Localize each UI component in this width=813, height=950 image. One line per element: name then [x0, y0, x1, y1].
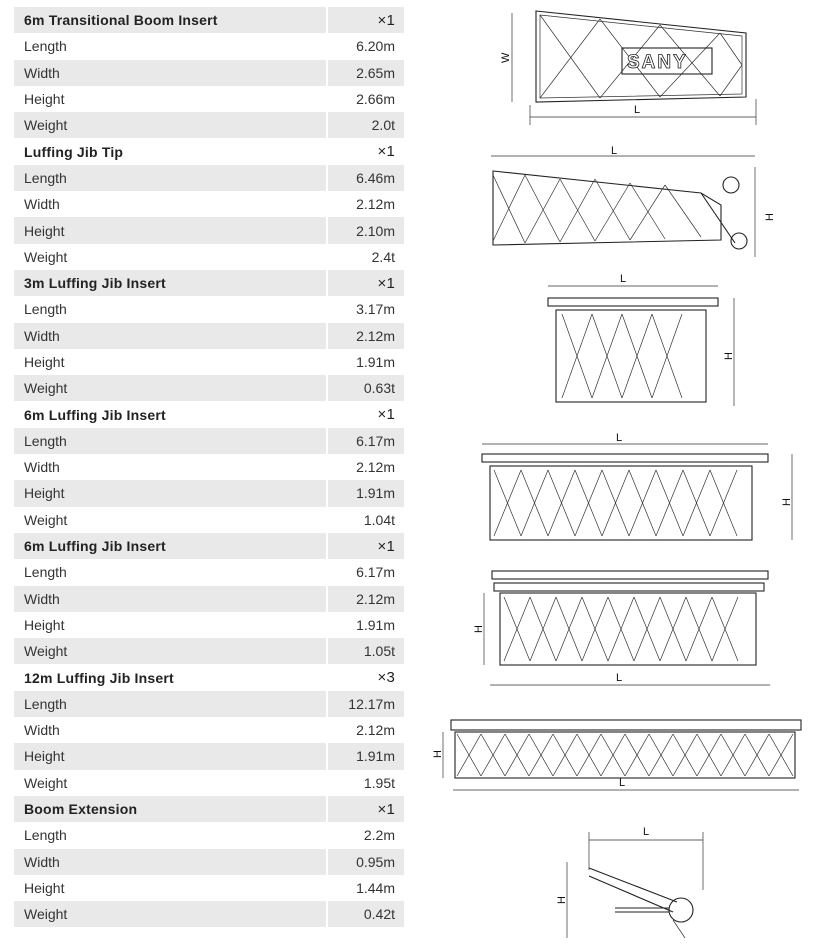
component-title: 12m Luffing Jib Insert [24, 669, 174, 686]
component-quantity: ×1 [326, 533, 404, 559]
spec-label: Length [24, 827, 67, 844]
spec-row [14, 770, 404, 796]
spec-label: Weight [24, 643, 68, 660]
spec-value: 2.10m [326, 217, 404, 243]
spec-label: Width [24, 327, 60, 344]
drawing-luffing-jib-tip [485, 145, 785, 265]
spec-value: 1.44m [326, 875, 404, 901]
component-quantity: ×1 [326, 401, 404, 427]
component-header [14, 664, 404, 690]
component-quantity: ×3 [326, 664, 404, 690]
drawing-12m-luffing-jib-insert [432, 712, 810, 797]
spec-row [14, 586, 404, 612]
spec-label: Height [24, 748, 65, 765]
spec-row [14, 191, 404, 217]
spec-label: Height [24, 485, 65, 502]
component-title: Luffing Jib Tip [24, 143, 124, 160]
spec-label: Length [24, 301, 67, 318]
spec-label: Height [24, 222, 65, 239]
spec-row [14, 480, 404, 506]
spec-value: 2.4t [326, 244, 404, 270]
svg-text:SANY: SANY [627, 52, 688, 73]
drawing-3m-luffing-jib-insert [540, 270, 760, 415]
spec-label: Width [24, 64, 60, 81]
component-title: 6m Luffing Jib Insert [24, 538, 166, 555]
spec-row [14, 901, 404, 927]
spec-value: 1.91m [326, 743, 404, 769]
spec-value: 2.65m [326, 60, 404, 86]
svg-text:H: H [556, 896, 568, 904]
spec-value: 0.63t [326, 375, 404, 401]
spec-row [14, 244, 404, 270]
component-header [14, 401, 404, 427]
spec-label: Weight [24, 117, 68, 134]
svg-text:L: L [611, 145, 618, 157]
spec-label: Width [24, 722, 60, 739]
spec-label: Length [24, 169, 67, 186]
spec-label: Length [24, 432, 67, 449]
spec-value: 1.04t [326, 507, 404, 533]
svg-text:H: H [723, 352, 735, 360]
spec-value: 2.12m [326, 454, 404, 480]
component-header [14, 7, 404, 33]
spec-value: 1.95t [326, 770, 404, 796]
spec-label: Width [24, 459, 60, 476]
spec-row [14, 507, 404, 533]
spec-value: 2.12m [326, 586, 404, 612]
spec-value: 2.12m [326, 717, 404, 743]
spec-row [14, 217, 404, 243]
spec-table [14, 7, 404, 927]
spec-label: Length [24, 564, 67, 581]
svg-text:H: H [473, 625, 485, 633]
component-header [14, 270, 404, 296]
spec-row [14, 165, 404, 191]
spec-value: 6.17m [326, 559, 404, 585]
spec-row [14, 296, 404, 322]
spec-value: 1.91m [326, 349, 404, 375]
component-title: 3m Luffing Jib Insert [24, 275, 166, 292]
spec-row [14, 60, 404, 86]
component-quantity: ×1 [326, 796, 404, 822]
spec-label: Weight [24, 380, 68, 397]
svg-text:W: W [500, 52, 512, 63]
drawing-transitional-boom-insert [500, 5, 800, 130]
svg-text:L: L [616, 432, 623, 444]
spec-row [14, 86, 404, 112]
spec-value: 2.12m [326, 323, 404, 349]
component-quantity: ×1 [326, 138, 404, 164]
component-title: 6m Transitional Boom Insert [24, 12, 218, 29]
spec-row [14, 717, 404, 743]
spec-value: 6.20m [326, 33, 404, 59]
svg-text:H: H [432, 750, 444, 758]
spec-label: Width [24, 853, 60, 870]
spec-label: Width [24, 196, 60, 213]
drawing-boom-extension [545, 820, 745, 945]
spec-row [14, 33, 404, 59]
spec-value: 2.0t [326, 112, 404, 138]
spec-row [14, 454, 404, 480]
spec-value: 12.17m [326, 691, 404, 717]
spec-value: 6.46m [326, 165, 404, 191]
spec-row [14, 375, 404, 401]
spec-row [14, 349, 404, 375]
svg-text:L: L [643, 826, 650, 838]
spec-value: 2.66m [326, 86, 404, 112]
spec-row [14, 875, 404, 901]
component-header [14, 533, 404, 559]
spec-label: Length [24, 695, 67, 712]
spec-row [14, 638, 404, 664]
spec-label: Height [24, 616, 65, 633]
spec-label: Height [24, 354, 65, 370]
spec-row [14, 691, 404, 717]
svg-text:H: H [764, 213, 776, 221]
drawing-6m-luffing-jib-insert-a [478, 430, 808, 545]
spec-row [14, 743, 404, 769]
component-quantity: ×1 [326, 270, 404, 296]
spec-value: 2.12m [326, 191, 404, 217]
spec-row [14, 559, 404, 585]
spec-value: 1.05t [326, 638, 404, 664]
component-title: Boom Extension [24, 801, 138, 818]
svg-text:L: L [616, 672, 623, 684]
spec-value: 6.17m [326, 428, 404, 454]
component-header [14, 138, 404, 164]
spec-row [14, 612, 404, 638]
svg-text:L: L [620, 273, 627, 285]
spec-row [14, 112, 404, 138]
spec-value: 1.91m [326, 612, 404, 638]
spec-label: Weight [24, 511, 68, 528]
spec-value: 3.17m [326, 296, 404, 322]
spec-label: Length [24, 38, 67, 55]
svg-text:L: L [634, 104, 641, 116]
spec-label: Weight [24, 248, 68, 265]
component-title: 6m Luffing Jib Insert [24, 406, 166, 423]
spec-label: Weight [24, 906, 68, 923]
spec-value: 2.2m [326, 822, 404, 848]
spec-value: 1.91m [326, 480, 404, 506]
spec-value: 0.95m [326, 849, 404, 875]
drawing-6m-luffing-jib-insert-b [470, 565, 790, 690]
spec-label: Width [24, 590, 60, 607]
svg-text:H: H [781, 498, 793, 506]
spec-value: 0.42t [326, 901, 404, 927]
svg-text:L: L [619, 777, 626, 789]
spec-label: Height [24, 91, 65, 108]
spec-row [14, 822, 404, 848]
spec-row [14, 849, 404, 875]
spec-label: Height [24, 879, 65, 896]
component-quantity: ×1 [326, 7, 404, 33]
spec-row [14, 428, 404, 454]
component-header [14, 796, 404, 822]
spec-label: Weight [24, 774, 68, 791]
drawings-column [430, 0, 813, 950]
spec-row [14, 323, 404, 349]
